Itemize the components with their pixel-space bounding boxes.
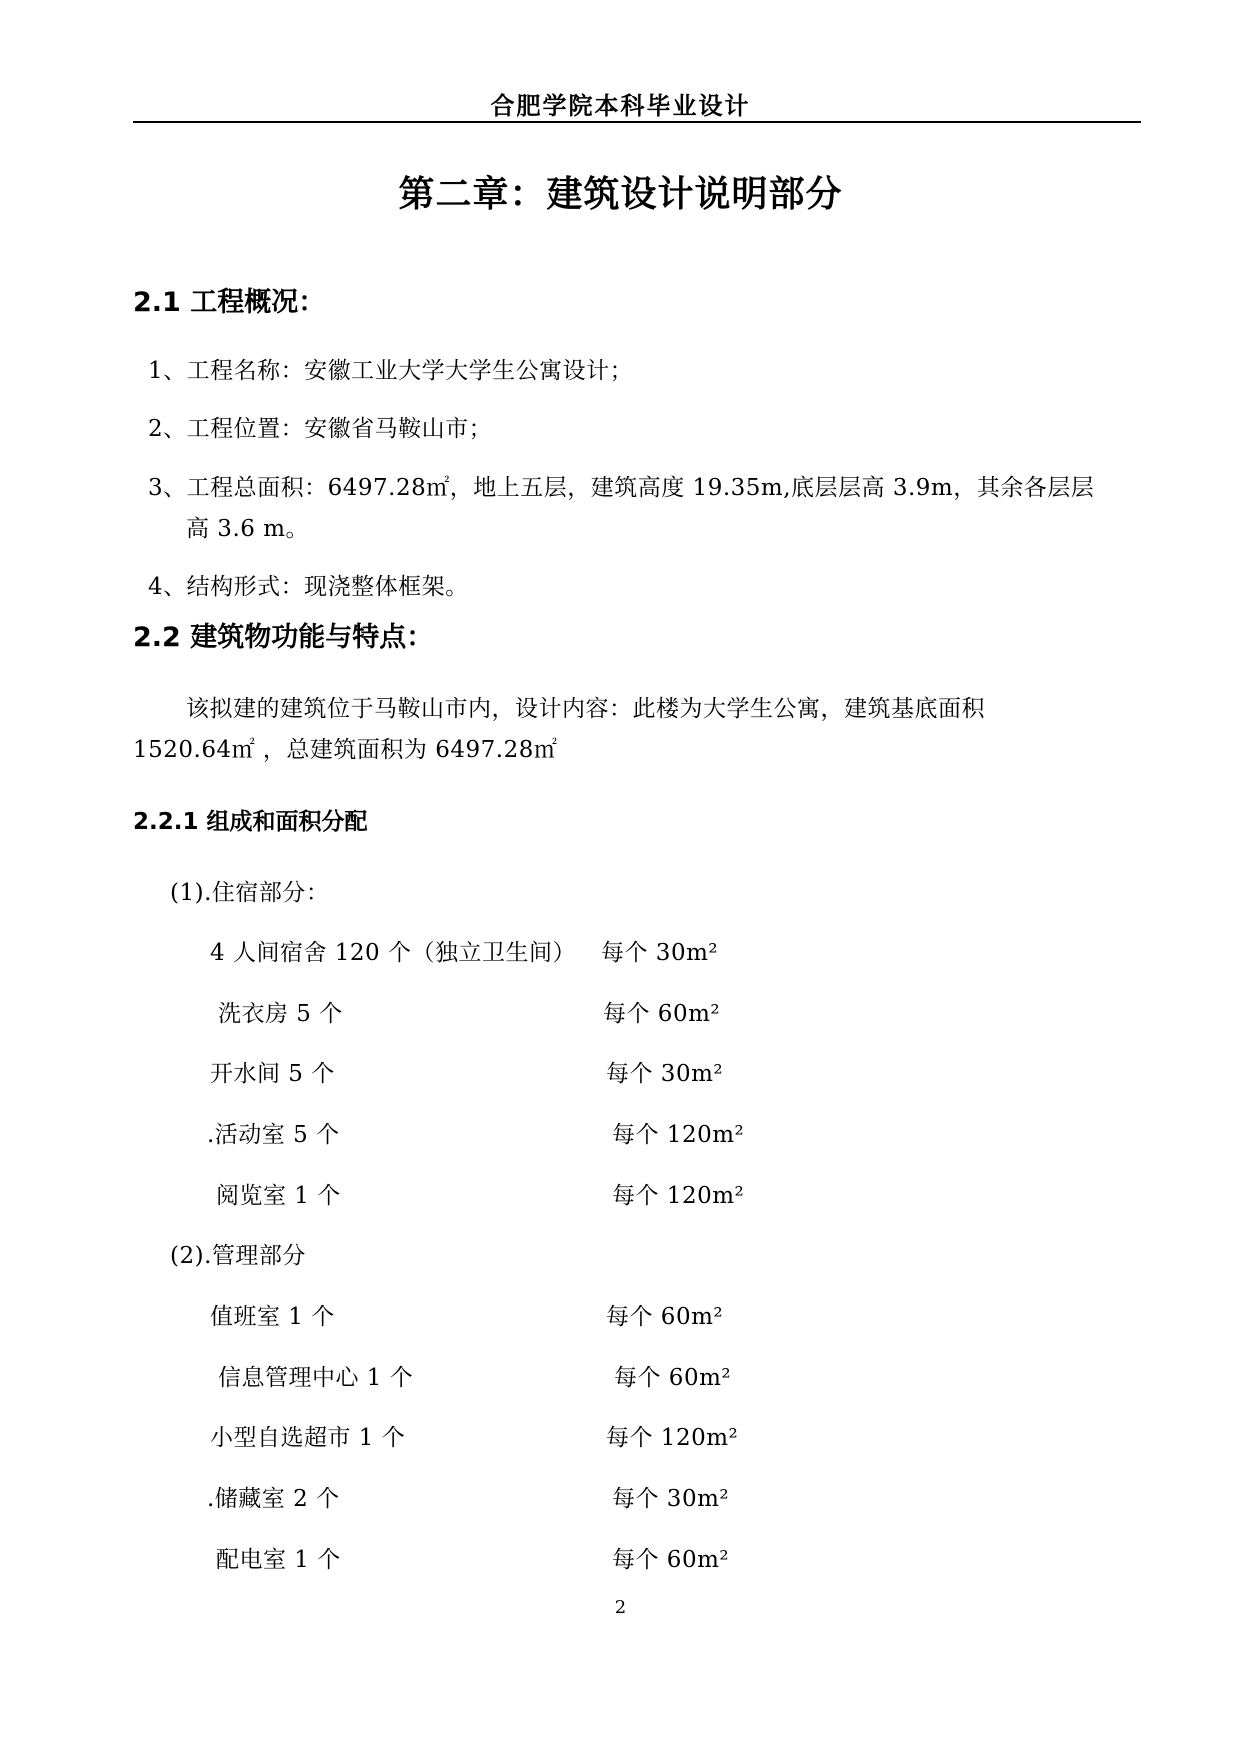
room-area: 每个 60m² (606, 1304, 724, 1330)
section-heading-2-1: 2.1 工程概况： (133, 287, 326, 318)
page-number: 2 (614, 1597, 627, 1618)
section-heading-2-2: 2.2 建筑物功能与特点： (133, 622, 434, 653)
room-area: 每个 30m² (601, 940, 719, 966)
paragraph-line: 该拟建的建筑位于马鞍山市内，设计内容：此楼为大学生公寓，建筑基底面积 (186, 696, 985, 722)
room-name: .储藏室 2 个 (207, 1486, 340, 1512)
chapter-title: 第二章：建筑设计说明部分 (398, 174, 843, 215)
room-area: 每个 60m² (614, 1365, 732, 1391)
room-name: 信息管理中心 1 个 (218, 1365, 414, 1391)
header-divider (133, 121, 1141, 123)
list-item-continuation: 高 3.6 m。 (186, 516, 310, 542)
list-item: 1、工程名称：安徽工业大学大学生公寓设计； (148, 358, 634, 384)
group-label: (1).住宿部分： (170, 880, 330, 906)
room-name: 开水间 5 个 (210, 1061, 335, 1087)
list-item: 2、工程位置：安徽省马鞍山市； (148, 416, 493, 442)
room-name: 4 人间宿舍 120 个（独立卫生间） (210, 940, 576, 966)
running-header: 合肥学院本科毕业设计 (490, 92, 751, 120)
room-name: .活动室 5 个 (207, 1122, 340, 1148)
room-area: 每个 120m² (606, 1425, 739, 1451)
room-name: 配电室 1 个 (216, 1547, 341, 1573)
subsection-heading-2-2-1: 2.2.1 组成和面积分配 (133, 809, 368, 835)
room-name: 值班室 1 个 (210, 1304, 335, 1330)
room-area: 每个 60m² (603, 1001, 721, 1027)
room-name: 洗衣房 5 个 (218, 1001, 343, 1027)
room-name: 阅览室 1 个 (216, 1183, 341, 1209)
room-area: 每个 120m² (612, 1122, 745, 1148)
room-name: 小型自选超市 1 个 (210, 1425, 406, 1451)
list-item: 4、结构形式：现浇整体框架。 (148, 574, 469, 600)
room-area: 每个 30m² (606, 1061, 724, 1087)
room-area: 每个 120m² (612, 1183, 745, 1209)
paragraph-line: 1520.64㎡ ，总建筑面积为 6497.28㎡ (133, 737, 558, 763)
list-item: 3、工程总面积：6497.28㎡，地上五层，建筑高度 19.35m,底层层高 3.9m，其余各层层 (148, 475, 1095, 501)
room-area: 每个 60m² (612, 1547, 730, 1573)
group-label: (2).管理部分 (170, 1243, 306, 1269)
room-area: 每个 30m² (612, 1486, 730, 1512)
